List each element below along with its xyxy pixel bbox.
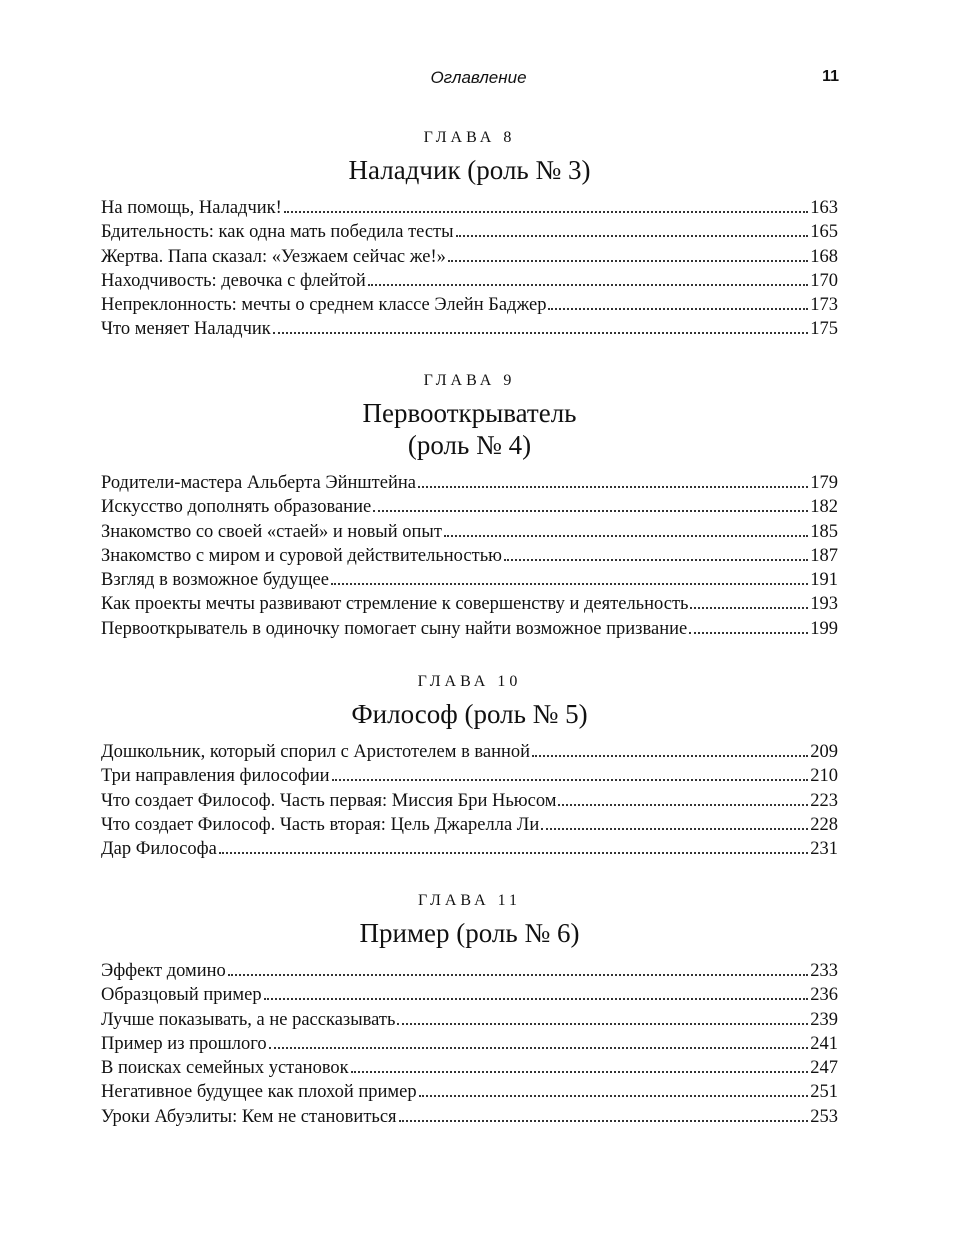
toc-entry[interactable] xyxy=(101,764,838,788)
toc-entry[interactable] xyxy=(101,495,838,519)
dot-leader xyxy=(351,1071,809,1073)
entry-page: 185 xyxy=(810,521,838,542)
dot-leader xyxy=(399,1120,809,1122)
entry-title: Пример из прошлого xyxy=(101,1033,267,1054)
entry-title: Дошкольник, который спорил с Аристотелем в ванной xyxy=(101,742,531,762)
dot-leader xyxy=(689,632,808,634)
chapter-title-line: Пример (роль № 6) xyxy=(359,918,580,948)
dot-leader xyxy=(541,828,808,830)
entry-page: 170 xyxy=(810,270,838,291)
entry-page: 236 xyxy=(810,985,838,1006)
toc-entry[interactable] xyxy=(101,1032,838,1056)
toc-entry[interactable] xyxy=(101,959,838,983)
chapter-label: ГЛАВА 11 xyxy=(417,892,522,909)
entry-title: Что создает Философ. Часть первая: Миссия Бри Ньюсом xyxy=(101,790,557,811)
toc-entries xyxy=(101,196,838,342)
entry-page: 199 xyxy=(810,618,838,639)
entry-page: 223 xyxy=(810,790,838,811)
dot-leader xyxy=(228,974,808,976)
chapter-label: ГЛАВА 9 xyxy=(423,372,516,389)
chapter-title-line: Философ (роль № 5) xyxy=(351,699,588,729)
running-title: Оглавление xyxy=(430,68,527,87)
chapter-title-line: Наладчик (роль № 3) xyxy=(348,155,591,185)
toc-entry[interactable] xyxy=(101,837,838,861)
toc-entries xyxy=(101,740,838,861)
entry-title: Первооткрыватель в одиночку помогает сыну найти возможное призвание xyxy=(101,618,688,639)
entry-page: 251 xyxy=(810,1082,838,1103)
page-number: 11 xyxy=(822,68,839,85)
entry-page: 179 xyxy=(810,473,838,493)
dot-leader xyxy=(284,211,808,213)
dot-leader xyxy=(504,559,808,561)
toc-entry[interactable] xyxy=(101,269,838,293)
entry-page: 231 xyxy=(810,839,838,860)
entry-page: 165 xyxy=(810,222,838,243)
toc-entry[interactable] xyxy=(101,1008,838,1032)
toc-entries xyxy=(101,959,838,1129)
dot-leader xyxy=(273,332,808,334)
chapter-title xyxy=(101,698,838,730)
dot-leader xyxy=(332,779,809,781)
entry-page: 253 xyxy=(810,1106,838,1127)
dot-leader xyxy=(448,260,808,262)
entry-title: Жертва. Папа сказал: «Уезжаем сейчас же!» xyxy=(101,246,446,267)
entry-title: Искусство дополнять образование xyxy=(101,497,372,518)
entry-title: Знакомство со своей «стаей» и новый опыт xyxy=(101,521,442,542)
toc-entry[interactable] xyxy=(101,983,838,1007)
entry-title: Что меняет Наладчик xyxy=(101,319,271,340)
toc-entry[interactable] xyxy=(101,520,838,544)
dot-leader xyxy=(418,486,808,488)
toc-entry[interactable] xyxy=(101,1056,838,1080)
toc-entry[interactable] xyxy=(101,293,838,317)
dot-leader xyxy=(219,852,808,854)
chapter-label: ГЛАВА 8 xyxy=(423,129,516,146)
chapter-title-line: Первооткрыватель xyxy=(362,398,577,428)
entry-page: 239 xyxy=(810,1009,838,1030)
entry-title: На помощь, Наладчик! xyxy=(101,198,282,218)
toc-entry[interactable] xyxy=(101,196,838,220)
entry-title: Непреклонность: мечты о среднем классе Элейн Баджер xyxy=(101,295,547,316)
dot-leader xyxy=(532,755,808,757)
entry-title: Лучше показывать, а не рассказывать xyxy=(101,1009,396,1030)
chapter-9 xyxy=(101,371,838,641)
toc-entry[interactable] xyxy=(101,1080,838,1104)
entry-title: Что создает Философ. Часть вторая: Цель Джарелла Ли xyxy=(101,814,540,835)
entry-page: 233 xyxy=(810,961,838,981)
toc-entries xyxy=(101,471,838,641)
dot-leader xyxy=(419,1095,809,1097)
chapter-title xyxy=(101,154,838,186)
toc-entry[interactable] xyxy=(101,317,838,341)
entry-title: Уроки Абуэлиты: Кем не становиться xyxy=(101,1106,397,1127)
dot-leader xyxy=(269,1047,809,1049)
chapter-label: ГЛАВА 10 xyxy=(417,673,522,690)
entry-page: 210 xyxy=(810,766,838,787)
entry-page: 175 xyxy=(810,319,838,340)
entry-page: 163 xyxy=(810,198,838,218)
dot-leader xyxy=(373,510,808,512)
running-header xyxy=(0,66,957,90)
toc-entry[interactable] xyxy=(101,592,838,616)
entry-title: Родители-мастера Альберта Эйнштейна xyxy=(101,473,416,493)
chapter-10 xyxy=(101,672,838,861)
entry-page: 209 xyxy=(810,742,838,762)
entry-page: 168 xyxy=(810,246,838,267)
dot-leader xyxy=(368,284,808,286)
toc-entry[interactable] xyxy=(101,471,838,495)
dot-leader xyxy=(444,535,808,537)
entry-page: 173 xyxy=(810,295,838,316)
dot-leader xyxy=(456,235,809,237)
entry-title: Взгляд в возможное будущее xyxy=(101,570,329,591)
entry-title: Дар Философа xyxy=(101,839,217,860)
entry-page: 187 xyxy=(810,545,838,566)
entry-page: 182 xyxy=(810,497,838,518)
chapter-8 xyxy=(101,128,838,342)
chapter-title-line: (роль № 4) xyxy=(407,430,532,460)
entry-page: 193 xyxy=(810,594,838,615)
entry-title: Как проекты мечты развивают стремление к совершенству и деятельность xyxy=(101,594,689,615)
chapter-title xyxy=(101,397,838,461)
entry-title: Знакомство с миром и суровой действительностью xyxy=(101,545,502,566)
dot-leader xyxy=(548,308,808,310)
toc-entry[interactable] xyxy=(101,1105,838,1129)
entry-title: В поисках семейных установок xyxy=(101,1058,349,1079)
entry-page: 241 xyxy=(810,1033,838,1054)
dot-leader xyxy=(690,607,808,609)
dot-leader xyxy=(331,583,808,585)
toc-entry[interactable] xyxy=(101,789,838,813)
entry-title: Три направления философии xyxy=(101,766,330,787)
toc-entry[interactable] xyxy=(101,245,838,269)
chapter-11 xyxy=(101,891,838,1129)
chapter-title xyxy=(101,917,838,949)
toc-entry[interactable] xyxy=(101,813,838,837)
entry-title: Образцовый пример xyxy=(101,985,262,1006)
entry-page: 191 xyxy=(810,570,838,591)
entry-title: Находчивость: девочка с флейтой xyxy=(101,270,366,291)
entry-page: 247 xyxy=(810,1058,838,1079)
dot-leader xyxy=(397,1023,808,1025)
entry-title: Негативное будущее как плохой пример xyxy=(101,1082,417,1103)
dot-leader xyxy=(558,804,808,806)
toc-entry[interactable] xyxy=(101,568,838,592)
toc-entry[interactable] xyxy=(101,617,838,641)
toc-entry[interactable] xyxy=(101,220,838,244)
toc-entry[interactable] xyxy=(101,544,838,568)
entry-page: 228 xyxy=(810,814,838,835)
toc-entry[interactable] xyxy=(101,740,838,764)
entry-title: Бдительность: как одна мать победила тесты xyxy=(101,222,454,243)
dot-leader xyxy=(264,998,809,1000)
entry-title: Эффект домино xyxy=(101,961,226,981)
